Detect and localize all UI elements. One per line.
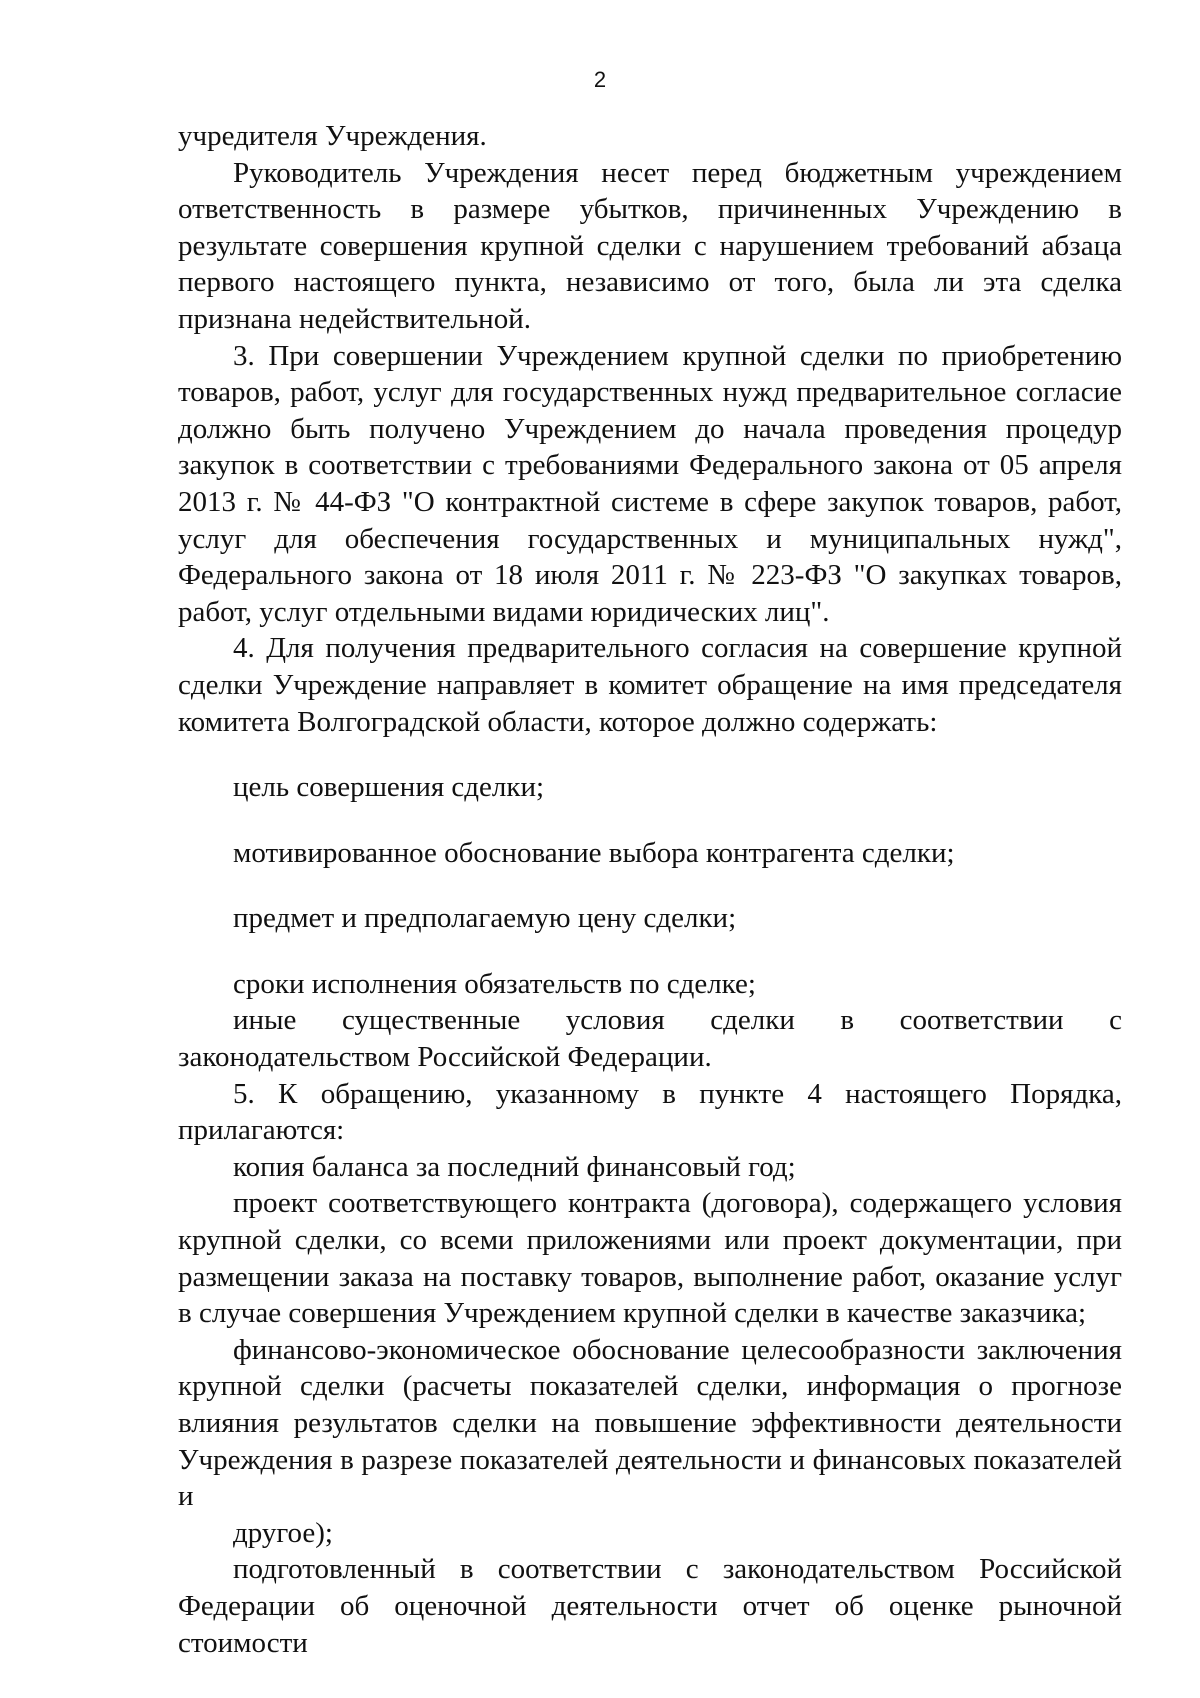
list-item-terms: сроки исполнения обязательств по сделке;	[233, 967, 756, 1000]
paragraph-continuation: учредителя Учреждения.	[178, 120, 487, 152]
list-item-economic-justification-end: другое);	[233, 1516, 333, 1549]
list-item-economic-justification: финансово-экономическое обоснование целесообразности заключения крупной сделки (расчеты показателей сделки, информация о прогнозе влияния результатов сделки на повышение эффективности деятельности Учреждения в разрезе показателей деятельности и финансовых показателей и	[178, 1333, 1122, 1513]
paragraph-clause-5: 5. К обращению, указанному в пункте 4 настоящего Порядка, прилагаются:	[178, 1077, 1122, 1147]
list-item-valuation-report: подготовленный в соответствии с законодательством Российской Федерации об оценочной деятельности отчет об оценке рыночной стоимости	[178, 1553, 1122, 1659]
paragraph-clause-4: 4. Для получения предварительного согласия на совершение крупной сделки Учреждение направляет в комитет обращение на имя председателя комитета Волгоградской области, которое должно содержать:	[178, 632, 1122, 738]
list-item-deal-purpose: цель совершения сделки;	[233, 771, 545, 804]
paragraph-clause-3: 3. При совершении Учреждением крупной сделки по приобретению товаров, работ, услуг для государственных нужд предварительное согласие должно быть получено Учреждением до начала проведения процедур закупок в соответствии с требованиями Федерального закона от 05 апреля 2013 г. № 44-ФЗ "О контрактной системе в сфере закупок товаров, работ, услуг для обеспечения государственных и муниципальных нужд", Федерального закона от 18 июля 2011 г. № 223-ФЗ "О закупках товаров, работ, услуг отдельными видами юридических лиц".	[178, 339, 1122, 628]
list-item-balance-copy: копия баланса за последний финансовый год;	[233, 1150, 796, 1183]
list-item-subject-and-price: предмет и предполагаемую цену сделки;	[233, 902, 737, 935]
page-number: 2	[593, 67, 607, 92]
list-item-contract-draft: проект соответствующего контракта (договора), содержащего условия крупной сделки, со всеми приложениями или проект документации, при размещении заказа на поставку товаров, выполнение работ, оказание услуг в случае совершения Учреждением крупной сделки в качестве заказчика;	[178, 1187, 1122, 1330]
paragraph-other-conditions: иные существенные условия сделки в соответствии с законодательством Российской Федерации.	[178, 1004, 1122, 1074]
paragraph-director-liability: Руководитель Учреждения несет перед бюджетным учреждением ответственность в размере убытков, причиненных Учреждению в результате совершения крупной сделки с нарушением требований абзаца первого настоящего пункта, независимо от того, была ли эта сделка признана недействительной.	[178, 156, 1122, 335]
document-body	[178, 118, 1122, 1661]
list-item-counterparty-justification: мотивированное обоснование выбора контрагента сделки;	[233, 836, 955, 869]
